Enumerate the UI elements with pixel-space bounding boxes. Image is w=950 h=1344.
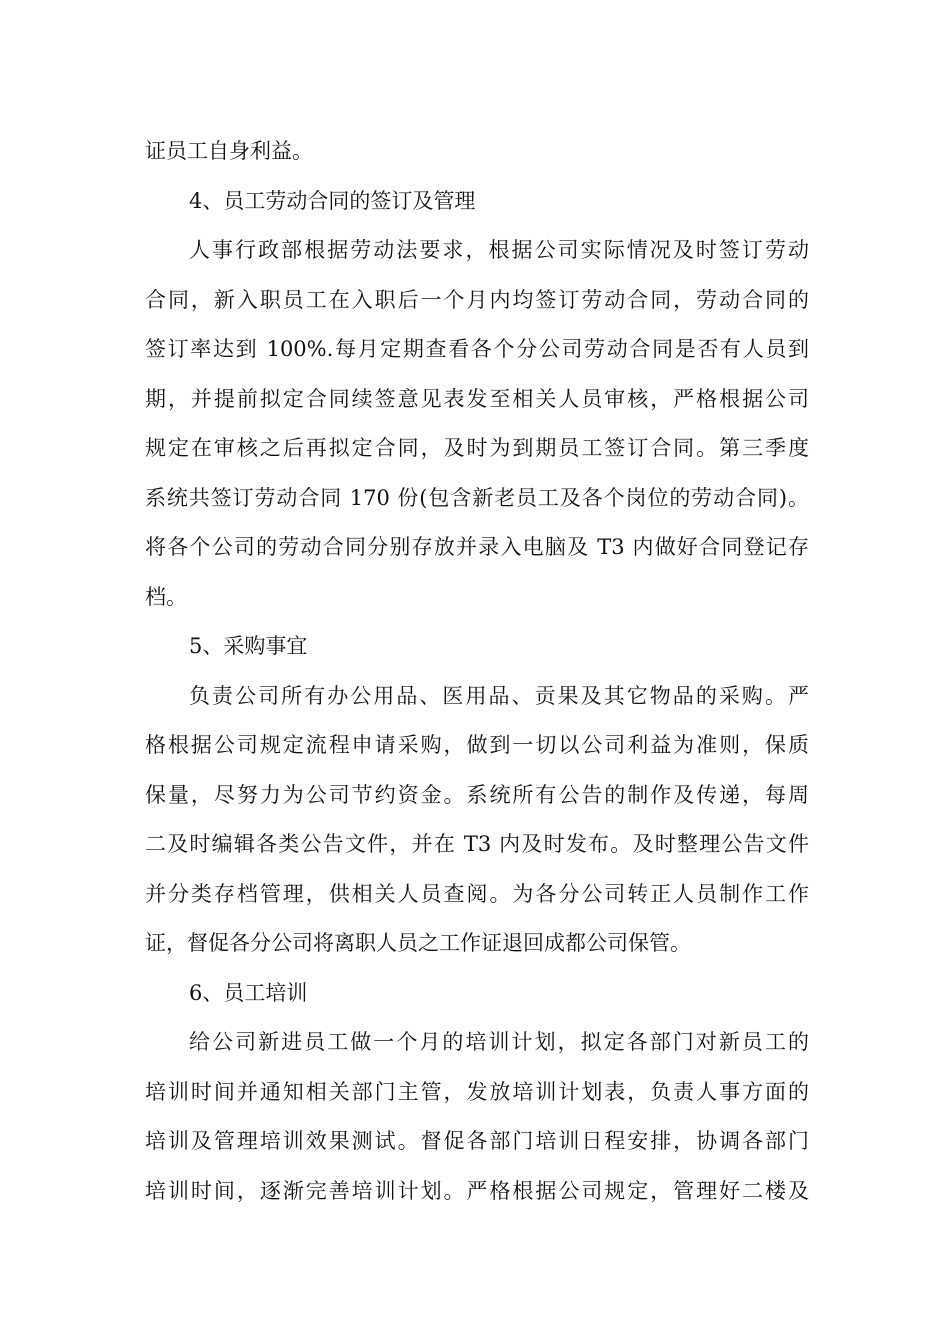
document-body bbox=[145, 127, 809, 1216]
section-heading: 6、员工培训 bbox=[189, 980, 308, 1005]
text-line: 合同，新入职员工在入职后一个月内均签订劳动合同，劳动合同的 bbox=[145, 287, 809, 312]
text-line: 人事行政部根据劳动法要求，根据公司实际情况及时签订劳动 bbox=[189, 238, 809, 262]
text-line: 系统共签订劳动合同 170 份(包含新老员工及各个岗位的劳动合同)。 bbox=[145, 485, 809, 510]
text-line: 负责公司所有办公用品、医用品、贡果及其它物品的采购。严 bbox=[189, 683, 809, 708]
text-line: 期，并提前拟定合同续签意见表发至相关人员审核，严格根据公司 bbox=[145, 386, 809, 411]
text-line: 证，督促各分公司将离职人员之工作证退回成都公司保管。 bbox=[145, 931, 691, 955]
text-line: 二及时编辑各类公告文件，并在 T3 内及时发布。及时整理公告文件 bbox=[145, 832, 809, 856]
text-line: 保量，尽努力为公司节约资金。系统所有公告的制作及传递，每周 bbox=[145, 782, 809, 807]
text-line: 并分类存档管理，供相关人员查阅。为各分公司转正人员制作工作 bbox=[145, 881, 809, 906]
text-line: 档。 bbox=[145, 584, 187, 609]
text-line: 培训时间并通知相关部门主管，发放培训计划表，负责人事方面的 bbox=[145, 1079, 809, 1104]
section-heading: 4、员工劳动合同的签订及管理 bbox=[189, 188, 476, 213]
text-line: 规定在审核之后再拟定合同，及时为到期员工签订合同。第三季度 bbox=[145, 436, 809, 460]
text-line: 格根据公司规定流程申请采购，做到一切以公司利益为准则，保质 bbox=[145, 733, 809, 757]
text-line: 给公司新进员工做一个月的培训计划，拟定各部门对新员工的 bbox=[189, 1030, 809, 1054]
text-line: 培训及管理培训效果测试。督促各部门培训日程安排，协调各部门 bbox=[145, 1129, 809, 1153]
text-line: 将各个公司的劳动合同分别存放并录入电脑及 T3 内做好合同登记存 bbox=[145, 535, 809, 559]
text-line: 签订率达到 100%.每月定期查看各个分公司劳动合同是否有人员到 bbox=[145, 337, 809, 361]
section-heading: 5、采购事宜 bbox=[189, 634, 308, 658]
text-line: 证员工自身利益。 bbox=[145, 139, 313, 163]
text-line: 培训时间，逐渐完善培训计划。严格根据公司规定，管理好二楼及 bbox=[145, 1178, 809, 1203]
